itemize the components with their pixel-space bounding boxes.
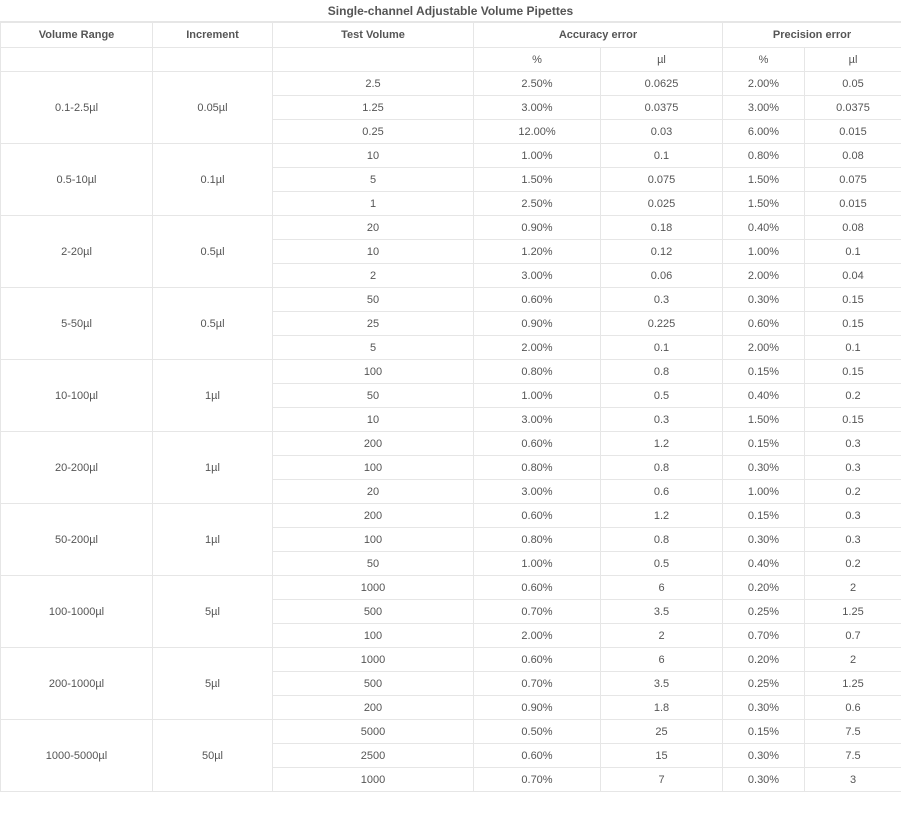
precision-percent-cell: 0.30% — [723, 288, 805, 312]
test-volume-cell: 100 — [273, 360, 474, 384]
accuracy-ul-cell: 0.1 — [601, 144, 723, 168]
accuracy-percent-cell: 0.70% — [474, 672, 601, 696]
precision-ul-cell: 3 — [805, 768, 901, 792]
table-row — [1, 720, 901, 744]
table-body — [1, 72, 901, 792]
header-volume-range: Volume Range — [1, 23, 153, 48]
volume-range-cell: 10-100µl — [1, 360, 153, 432]
accuracy-ul-cell: 0.5 — [601, 552, 723, 576]
precision-percent-cell: 6.00% — [723, 120, 805, 144]
test-volume-cell: 25 — [273, 312, 474, 336]
accuracy-ul-cell: 0.03 — [601, 120, 723, 144]
volume-range-cell: 0.1-2.5µl — [1, 72, 153, 144]
accuracy-ul-cell: 0.3 — [601, 408, 723, 432]
accuracy-percent-cell: 3.00% — [474, 480, 601, 504]
accuracy-percent-cell: 0.70% — [474, 768, 601, 792]
accuracy-percent-cell: 0.80% — [474, 456, 601, 480]
pipette-spec-table — [0, 22, 901, 792]
increment-cell: 0.1µl — [153, 144, 273, 216]
precision-percent-cell: 0.80% — [723, 144, 805, 168]
precision-ul-cell: 0.05 — [805, 72, 901, 96]
increment-cell: 1µl — [153, 504, 273, 576]
accuracy-percent-cell: 0.60% — [474, 288, 601, 312]
precision-percent-cell: 0.30% — [723, 528, 805, 552]
table-header — [1, 23, 901, 72]
accuracy-percent-cell: 0.60% — [474, 432, 601, 456]
accuracy-percent-cell: 0.60% — [474, 504, 601, 528]
table-row — [1, 576, 901, 600]
precision-ul-cell: 0.1 — [805, 240, 901, 264]
precision-ul-cell: 0.3 — [805, 432, 901, 456]
test-volume-cell: 5000 — [273, 720, 474, 744]
precision-ul-cell: 0.15 — [805, 408, 901, 432]
precision-percent-cell: 0.70% — [723, 624, 805, 648]
precision-ul-cell: 0.15 — [805, 360, 901, 384]
increment-cell: 50µl — [153, 720, 273, 792]
accuracy-ul-cell: 0.3 — [601, 288, 723, 312]
test-volume-cell: 10 — [273, 240, 474, 264]
precision-ul-cell: 0.3 — [805, 456, 901, 480]
precision-ul-cell: 0.2 — [805, 384, 901, 408]
precision-ul-cell: 0.075 — [805, 168, 901, 192]
accuracy-percent-cell: 0.90% — [474, 312, 601, 336]
precision-percent-cell: 0.30% — [723, 744, 805, 768]
table-row — [1, 504, 901, 528]
accuracy-percent-cell: 0.80% — [474, 528, 601, 552]
accuracy-ul-cell: 0.0375 — [601, 96, 723, 120]
subheader-empty — [153, 48, 273, 72]
accuracy-percent-cell: 2.50% — [474, 192, 601, 216]
precision-ul-cell: 0.08 — [805, 144, 901, 168]
table-row — [1, 288, 901, 312]
accuracy-percent-cell: 0.50% — [474, 720, 601, 744]
precision-percent-cell: 0.20% — [723, 648, 805, 672]
table-row — [1, 144, 901, 168]
test-volume-cell: 2.5 — [273, 72, 474, 96]
accuracy-ul-cell: 0.06 — [601, 264, 723, 288]
subheader-accuracy-ul: µl — [601, 48, 723, 72]
precision-ul-cell: 0.6 — [805, 696, 901, 720]
precision-ul-cell: 0.2 — [805, 480, 901, 504]
accuracy-percent-cell: 2.50% — [474, 72, 601, 96]
accuracy-ul-cell: 0.5 — [601, 384, 723, 408]
increment-cell: 5µl — [153, 576, 273, 648]
accuracy-ul-cell: 1.8 — [601, 696, 723, 720]
volume-range-cell: 100-1000µl — [1, 576, 153, 648]
precision-percent-cell: 3.00% — [723, 96, 805, 120]
accuracy-percent-cell: 3.00% — [474, 264, 601, 288]
precision-percent-cell: 0.25% — [723, 672, 805, 696]
test-volume-cell: 5 — [273, 336, 474, 360]
test-volume-cell: 200 — [273, 696, 474, 720]
precision-ul-cell: 2 — [805, 648, 901, 672]
precision-ul-cell: 0.15 — [805, 288, 901, 312]
accuracy-percent-cell: 0.60% — [474, 576, 601, 600]
accuracy-percent-cell: 1.20% — [474, 240, 601, 264]
accuracy-ul-cell: 3.5 — [601, 672, 723, 696]
precision-ul-cell: 7.5 — [805, 720, 901, 744]
precision-percent-cell: 2.00% — [723, 336, 805, 360]
precision-ul-cell: 0.08 — [805, 216, 901, 240]
precision-percent-cell: 1.50% — [723, 168, 805, 192]
test-volume-cell: 500 — [273, 672, 474, 696]
accuracy-ul-cell: 0.025 — [601, 192, 723, 216]
increment-cell: 0.5µl — [153, 216, 273, 288]
header-increment: Increment — [153, 23, 273, 48]
test-volume-cell: 100 — [273, 624, 474, 648]
precision-ul-cell: 0.1 — [805, 336, 901, 360]
precision-ul-cell: 0.3 — [805, 504, 901, 528]
test-volume-cell: 1.25 — [273, 96, 474, 120]
volume-range-cell: 200-1000µl — [1, 648, 153, 720]
precision-percent-cell: 2.00% — [723, 72, 805, 96]
test-volume-cell: 10 — [273, 144, 474, 168]
accuracy-percent-cell: 0.80% — [474, 360, 601, 384]
test-volume-cell: 20 — [273, 216, 474, 240]
header-accuracy-error: Accuracy error — [474, 23, 723, 48]
accuracy-ul-cell: 1.2 — [601, 504, 723, 528]
precision-percent-cell: 1.50% — [723, 192, 805, 216]
header-precision-error: Precision error — [723, 23, 901, 48]
accuracy-ul-cell: 2 — [601, 624, 723, 648]
accuracy-percent-cell: 0.90% — [474, 696, 601, 720]
test-volume-cell: 10 — [273, 408, 474, 432]
precision-percent-cell: 0.30% — [723, 768, 805, 792]
precision-ul-cell: 0.0375 — [805, 96, 901, 120]
test-volume-cell: 50 — [273, 552, 474, 576]
precision-percent-cell: 0.15% — [723, 432, 805, 456]
precision-percent-cell: 0.15% — [723, 360, 805, 384]
precision-ul-cell: 0.04 — [805, 264, 901, 288]
test-volume-cell: 200 — [273, 432, 474, 456]
precision-ul-cell: 2 — [805, 576, 901, 600]
volume-range-cell: 20-200µl — [1, 432, 153, 504]
accuracy-percent-cell: 1.50% — [474, 168, 601, 192]
test-volume-cell: 100 — [273, 528, 474, 552]
subheader-precision-percent: % — [723, 48, 805, 72]
accuracy-ul-cell: 3.5 — [601, 600, 723, 624]
test-volume-cell: 1 — [273, 192, 474, 216]
subheader-empty — [273, 48, 474, 72]
precision-percent-cell: 0.15% — [723, 504, 805, 528]
accuracy-percent-cell: 3.00% — [474, 408, 601, 432]
accuracy-percent-cell: 0.90% — [474, 216, 601, 240]
table-row — [1, 72, 901, 96]
accuracy-ul-cell: 0.18 — [601, 216, 723, 240]
precision-ul-cell: 0.3 — [805, 528, 901, 552]
volume-range-cell: 2-20µl — [1, 216, 153, 288]
accuracy-percent-cell: 3.00% — [474, 96, 601, 120]
precision-percent-cell: 1.00% — [723, 240, 805, 264]
subheader-precision-ul: µl — [805, 48, 901, 72]
accuracy-ul-cell: 0.225 — [601, 312, 723, 336]
accuracy-ul-cell: 15 — [601, 744, 723, 768]
accuracy-ul-cell: 0.12 — [601, 240, 723, 264]
accuracy-ul-cell: 0.8 — [601, 360, 723, 384]
subheader-accuracy-percent: % — [474, 48, 601, 72]
accuracy-ul-cell: 0.6 — [601, 480, 723, 504]
table-row — [1, 432, 901, 456]
test-volume-cell: 2 — [273, 264, 474, 288]
precision-percent-cell: 0.40% — [723, 552, 805, 576]
precision-percent-cell: 0.25% — [723, 600, 805, 624]
volume-range-cell: 5-50µl — [1, 288, 153, 360]
precision-percent-cell: 0.15% — [723, 720, 805, 744]
table-row — [1, 648, 901, 672]
subheader-empty — [1, 48, 153, 72]
precision-ul-cell: 7.5 — [805, 744, 901, 768]
precision-percent-cell: 1.50% — [723, 408, 805, 432]
accuracy-ul-cell: 0.075 — [601, 168, 723, 192]
precision-ul-cell: 0.015 — [805, 192, 901, 216]
accuracy-percent-cell: 1.00% — [474, 144, 601, 168]
test-volume-cell: 1000 — [273, 576, 474, 600]
test-volume-cell: 200 — [273, 504, 474, 528]
precision-percent-cell: 1.00% — [723, 480, 805, 504]
accuracy-percent-cell: 0.60% — [474, 648, 601, 672]
precision-percent-cell: 0.30% — [723, 456, 805, 480]
precision-percent-cell: 0.20% — [723, 576, 805, 600]
precision-percent-cell: 2.00% — [723, 264, 805, 288]
increment-cell: 0.5µl — [153, 288, 273, 360]
header-test-volume: Test Volume — [273, 23, 474, 48]
accuracy-percent-cell: 0.70% — [474, 600, 601, 624]
accuracy-ul-cell: 7 — [601, 768, 723, 792]
test-volume-cell: 50 — [273, 384, 474, 408]
precision-percent-cell: 0.40% — [723, 216, 805, 240]
precision-ul-cell: 1.25 — [805, 672, 901, 696]
accuracy-percent-cell: 12.00% — [474, 120, 601, 144]
accuracy-ul-cell: 25 — [601, 720, 723, 744]
accuracy-ul-cell: 0.8 — [601, 528, 723, 552]
accuracy-ul-cell: 6 — [601, 648, 723, 672]
test-volume-cell: 2500 — [273, 744, 474, 768]
precision-ul-cell: 0.2 — [805, 552, 901, 576]
volume-range-cell: 1000-5000µl — [1, 720, 153, 792]
precision-ul-cell: 0.7 — [805, 624, 901, 648]
precision-percent-cell: 0.40% — [723, 384, 805, 408]
precision-percent-cell: 0.60% — [723, 312, 805, 336]
accuracy-percent-cell: 0.60% — [474, 744, 601, 768]
test-volume-cell: 50 — [273, 288, 474, 312]
volume-range-cell: 0.5-10µl — [1, 144, 153, 216]
increment-cell: 5µl — [153, 648, 273, 720]
accuracy-percent-cell: 2.00% — [474, 336, 601, 360]
increment-cell: 1µl — [153, 432, 273, 504]
accuracy-ul-cell: 6 — [601, 576, 723, 600]
accuracy-ul-cell: 0.8 — [601, 456, 723, 480]
accuracy-percent-cell: 2.00% — [474, 624, 601, 648]
volume-range-cell: 50-200µl — [1, 504, 153, 576]
increment-cell: 0.05µl — [153, 72, 273, 144]
precision-ul-cell: 1.25 — [805, 600, 901, 624]
table-row — [1, 360, 901, 384]
precision-percent-cell: 0.30% — [723, 696, 805, 720]
accuracy-ul-cell: 1.2 — [601, 432, 723, 456]
test-volume-cell: 1000 — [273, 648, 474, 672]
test-volume-cell: 1000 — [273, 768, 474, 792]
increment-cell: 1µl — [153, 360, 273, 432]
accuracy-ul-cell: 0.0625 — [601, 72, 723, 96]
subheader-row — [1, 48, 901, 72]
table-title: Single-channel Adjustable Volume Pipettes — [0, 0, 901, 22]
accuracy-ul-cell: 0.1 — [601, 336, 723, 360]
accuracy-percent-cell: 1.00% — [474, 552, 601, 576]
precision-ul-cell: 0.015 — [805, 120, 901, 144]
precision-ul-cell: 0.15 — [805, 312, 901, 336]
test-volume-cell: 500 — [273, 600, 474, 624]
test-volume-cell: 100 — [273, 456, 474, 480]
table-row — [1, 216, 901, 240]
test-volume-cell: 20 — [273, 480, 474, 504]
accuracy-percent-cell: 1.00% — [474, 384, 601, 408]
header-row — [1, 23, 901, 48]
test-volume-cell: 0.25 — [273, 120, 474, 144]
test-volume-cell: 5 — [273, 168, 474, 192]
